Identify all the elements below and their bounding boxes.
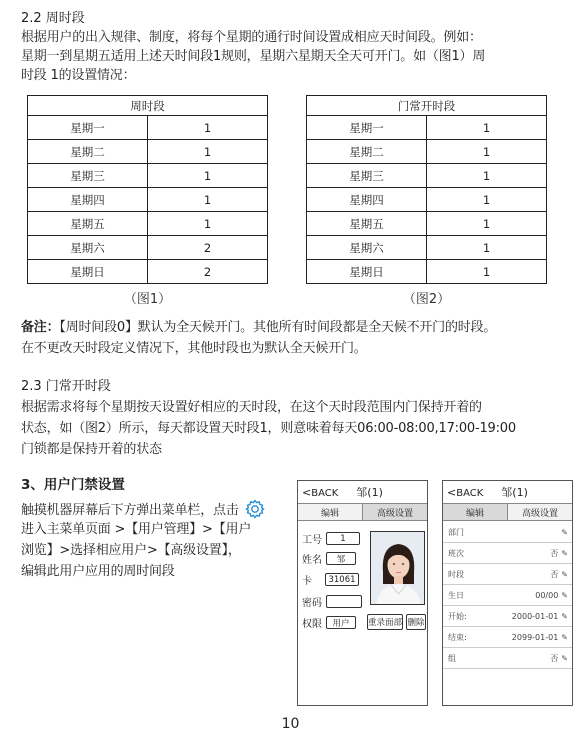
table2-day: 星期五 [307, 212, 427, 236]
setting-label: 组 [448, 653, 456, 663]
back-button[interactable] [302, 486, 338, 499]
setting-row-department[interactable] [443, 522, 572, 543]
edit-pencil-icon: ✎ [561, 632, 568, 642]
section-3-line-3: 浏览】>选择相应用户>【高级设置】， [21, 543, 241, 558]
setting-row-end[interactable] [443, 627, 572, 648]
setting-label: 部门 [448, 527, 464, 537]
edit-pencil-icon: ✎ [561, 527, 568, 537]
password-row [302, 594, 362, 609]
table2-day: 星期一 [307, 116, 427, 140]
setting-value: 否 [550, 548, 559, 558]
section-2-2-line-1: 根据用户的出入规律、制度，将每个星期的通行时间设置成相应天时间段。例如： [21, 30, 482, 45]
table1-header: 周时段 [28, 96, 268, 116]
note-label: 备注： [21, 320, 60, 335]
card-field[interactable]: 31061 [325, 573, 359, 586]
name-label: 姓名 [302, 555, 322, 566]
table1-value: 2 [148, 260, 268, 284]
section-2-2-heading: 2.2 周时段 [21, 11, 85, 26]
figure-2-caption: （图2） [402, 292, 451, 307]
table1-day: 星期四 [28, 188, 148, 212]
user-photo [370, 531, 425, 605]
page-number: 10 [281, 716, 300, 732]
tab-advanced-settings[interactable]: 高级设置 [362, 504, 427, 520]
permission-label: 权限 [302, 619, 322, 630]
table1-day: 星期五 [28, 212, 148, 236]
table2-day: 星期六 [307, 236, 427, 260]
table2-value: 1 [427, 236, 547, 260]
tab-advanced-settings[interactable]: 高级设置 [508, 504, 572, 520]
tab-edit[interactable]: 编辑 [443, 504, 508, 520]
back-button[interactable] [447, 486, 483, 499]
section-2-2-line-2: 星期一到星期五适用上述天时间段1规则，星期六星期天全天可开门。如（图1）周 [21, 49, 486, 64]
setting-row-shift[interactable] [443, 543, 572, 564]
edit-pencil-icon: ✎ [561, 590, 568, 600]
tab-bar [298, 503, 427, 521]
password-field[interactable] [326, 595, 362, 608]
setting-value: 否 [550, 569, 559, 579]
section-3-line-4: 编辑此用户应用的周时间段 [21, 564, 175, 579]
section-3-line-1-text: 触摸机器屏幕后下方弹出菜单栏，点击 [21, 503, 239, 518]
edit-pencil-icon: ✎ [561, 548, 568, 558]
setting-value: 2099-01-01 [511, 632, 559, 642]
name-field[interactable]: 邹 [326, 552, 356, 565]
table1-value: 1 [148, 164, 268, 188]
tab-bar [443, 503, 572, 521]
table2-day: 星期日 [307, 260, 427, 284]
user-title: 邹(1) [356, 486, 383, 499]
setting-label: 开始: [448, 611, 467, 621]
tab-edit[interactable]: 编辑 [298, 504, 362, 520]
section-2-3-line-2: 状态，如（图2）所示，每天都设置天时段1，则意味着每天06:00-08:00,17:00-19:00 [21, 421, 516, 436]
table1-value: 1 [148, 212, 268, 236]
chevron-left-icon: < [302, 485, 312, 499]
table2-day: 星期三 [307, 164, 427, 188]
table1-value: 2 [148, 236, 268, 260]
table2-value: 1 [427, 164, 547, 188]
setting-row-timezone[interactable] [443, 564, 572, 585]
figure-1-caption: （图1） [123, 292, 172, 307]
note-line-1 [21, 318, 581, 338]
screen-header [443, 481, 572, 503]
table1-value: 1 [148, 140, 268, 164]
setting-value: 否 [550, 653, 559, 663]
table1-day: 星期二 [28, 140, 148, 164]
section-2-3-line-1: 根据需求将每个星期按天设置好相应的天时段，在这个天时段范围内门保持开着的 [21, 400, 482, 415]
permission-row [302, 615, 356, 630]
door-open-timezone-table [306, 95, 547, 284]
table2-value: 1 [427, 260, 547, 284]
table1-day: 星期一 [28, 116, 148, 140]
table2-day: 星期二 [307, 140, 427, 164]
table2-value: 1 [427, 140, 547, 164]
screen-header [298, 481, 427, 503]
device-screen-edit [297, 480, 428, 706]
section-2-2-line-3: 时段 1的设置情况： [21, 68, 136, 83]
card-row [302, 572, 359, 587]
table1-value: 1 [148, 188, 268, 212]
edit-pencil-icon: ✎ [561, 569, 568, 579]
chevron-left-icon: < [447, 485, 457, 499]
id-row [302, 531, 360, 546]
table2-header: 门常开时段 [307, 96, 547, 116]
card-label: 卡 [302, 576, 312, 587]
note-text-1: 【周时间段0】默认为全天候开门。其他所有时间段都是全天候不开门的时段。 [59, 320, 497, 335]
table1-day: 星期日 [28, 260, 148, 284]
back-label: BACK [456, 487, 484, 499]
week-timezone-table [27, 95, 268, 284]
portrait-image [371, 532, 425, 605]
setting-label: 生日 [448, 590, 464, 600]
re-enroll-face-button[interactable]: 重录面部 [367, 614, 403, 630]
section-2-3-line-3: 门锁都是保持开着的状态 [21, 442, 162, 457]
section-3-heading: 3、用户门禁设置 [21, 477, 125, 493]
table2-value: 1 [427, 116, 547, 140]
table2-day: 星期四 [307, 188, 427, 212]
name-row [302, 551, 356, 566]
setting-value: 2000-01-01 [511, 611, 559, 621]
section-3-line-2: 进入主菜单页面 >【用户管理】>【用户 [21, 522, 252, 537]
edit-pencil-icon: ✎ [561, 653, 568, 663]
edit-pencil-icon: ✎ [561, 611, 568, 621]
section-2-3-heading: 2.3 门常开时段 [21, 379, 111, 394]
id-field[interactable]: 1 [326, 532, 360, 545]
table1-day: 星期三 [28, 164, 148, 188]
setting-value: 00/00 [535, 590, 559, 600]
setting-row-group[interactable] [443, 648, 572, 669]
table2-value: 1 [427, 188, 547, 212]
setting-label: 班次 [448, 548, 464, 558]
delete-button[interactable]: 删除 [406, 614, 426, 630]
user-title: 邹(1) [501, 486, 528, 499]
setting-row-birthday[interactable] [443, 585, 572, 606]
table1-day: 星期六 [28, 236, 148, 260]
table1-value: 1 [148, 116, 268, 140]
permission-field[interactable]: 用户 [326, 616, 356, 629]
back-label: BACK [311, 487, 339, 499]
setting-row-start[interactable] [443, 606, 572, 627]
id-label: 工号 [302, 535, 322, 546]
note-line-2: 在不更改天时段定义情况下，其他时段也为默认全天候开门。 [21, 341, 367, 356]
setting-label: 时段 [448, 569, 464, 579]
table2-value: 1 [427, 212, 547, 236]
password-label: 密码 [302, 598, 322, 609]
setting-label: 结束: [448, 632, 467, 642]
device-screen-advanced [442, 480, 573, 706]
